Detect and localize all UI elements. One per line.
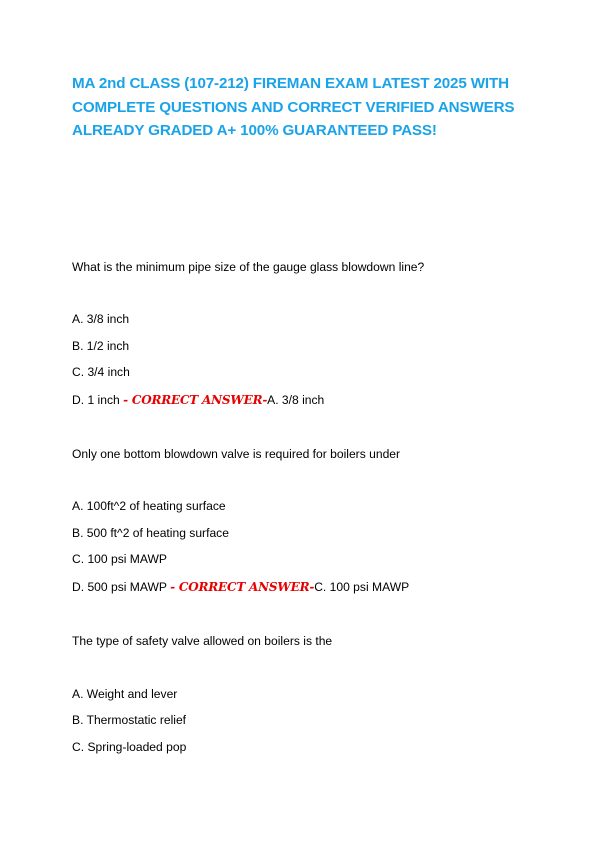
question-2-text: Only one bottom blowdown valve is required for boilers under	[72, 447, 401, 461]
question-2-option-b: B. 500 ft^2 of heating surface	[72, 526, 229, 540]
question-3-option-b: B. Thermostatic relief	[72, 713, 187, 727]
question-3-text: The type of safety valve allowed on boilers is the	[72, 634, 333, 648]
question-1-text: What is the minimum pipe size of the gauge glass blowdown line?	[72, 260, 425, 274]
correct-answer-tag: - CORRECT ANSWER-	[170, 580, 315, 594]
question-1-option-c: C. 3/4 inch	[72, 365, 130, 379]
question-1-option-a: A. 3/8 inch	[72, 312, 130, 326]
correct-answer-tag: - CORRECT ANSWER-	[123, 393, 268, 407]
question-3-option-a: A. Weight and lever	[72, 687, 178, 701]
question-1-option-d-line	[72, 392, 324, 408]
question-2-option-d-line	[72, 579, 409, 595]
question-2-option-c: C. 100 psi MAWP	[72, 552, 167, 566]
question-2-correct-answer: C. 100 psi MAWP	[314, 580, 410, 594]
question-1-option-d: D. 1 inch	[72, 393, 124, 407]
question-1-option-b: B. 1/2 inch	[72, 339, 130, 353]
question-2-option-d: D. 500 psi MAWP	[72, 580, 171, 594]
document-title: MA 2nd CLASS (107-212) FIREMAN EXAM LATEST 2025 WITH COMPLETE QUESTIONS AND CORRECT VERIFIED ANSWERS ALREADY GRADED A+ 100% GUARANTEED PASS!	[72, 75, 515, 139]
question-2-option-a: A. 100ft^2 of heating surface	[72, 499, 226, 513]
question-3-option-c: C. Spring-loaded pop	[72, 740, 187, 754]
question-1-correct-answer: A. 3/8 inch	[267, 393, 325, 407]
